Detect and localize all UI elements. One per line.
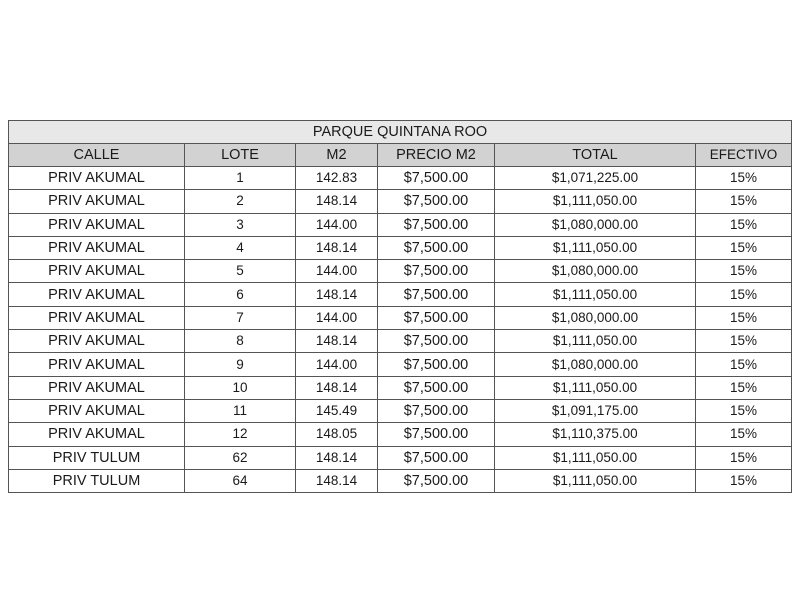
- cell-total: $1,111,050.00: [495, 283, 696, 306]
- table-body: [9, 167, 792, 493]
- cell-calle: PRIV AKUMAL: [9, 423, 185, 446]
- cell-efectivo: 15%: [696, 399, 792, 422]
- cell-lote: 5: [185, 260, 296, 283]
- cell-calle: PRIV AKUMAL: [9, 283, 185, 306]
- column-header-efectivo: EFECTIVO: [696, 144, 792, 167]
- cell-efectivo: 15%: [696, 469, 792, 492]
- cell-m2: 142.83: [296, 167, 378, 190]
- cell-m2: 144.00: [296, 306, 378, 329]
- cell-lote: 6: [185, 283, 296, 306]
- cell-total: $1,080,000.00: [495, 353, 696, 376]
- column-header-precio-m2: PRECIO M2: [378, 144, 495, 167]
- cell-lote: 3: [185, 213, 296, 236]
- cell-efectivo: 15%: [696, 353, 792, 376]
- cell-precio: $7,500.00: [378, 260, 495, 283]
- cell-lote: 2: [185, 190, 296, 213]
- table-row: [9, 167, 792, 190]
- cell-precio: $7,500.00: [378, 236, 495, 259]
- cell-efectivo: 15%: [696, 213, 792, 236]
- cell-calle: PRIV AKUMAL: [9, 213, 185, 236]
- table-header-row: [9, 144, 792, 167]
- cell-calle: PRIV AKUMAL: [9, 190, 185, 213]
- cell-m2: 144.00: [296, 213, 378, 236]
- cell-m2: 144.00: [296, 353, 378, 376]
- cell-total: $1,080,000.00: [495, 213, 696, 236]
- cell-lote: 11: [185, 399, 296, 422]
- cell-m2: 148.14: [296, 446, 378, 469]
- cell-m2: 145.49: [296, 399, 378, 422]
- cell-efectivo: 15%: [696, 423, 792, 446]
- cell-lote: 7: [185, 306, 296, 329]
- cell-efectivo: 15%: [696, 446, 792, 469]
- cell-lote: 62: [185, 446, 296, 469]
- lots-table: [8, 120, 792, 493]
- cell-precio: $7,500.00: [378, 446, 495, 469]
- cell-efectivo: 15%: [696, 283, 792, 306]
- table-row: [9, 283, 792, 306]
- cell-precio: $7,500.00: [378, 423, 495, 446]
- table-row: [9, 353, 792, 376]
- cell-m2: 148.14: [296, 236, 378, 259]
- table-title: PARQUE QUINTANA ROO: [9, 121, 792, 144]
- cell-total: $1,111,050.00: [495, 236, 696, 259]
- table-row: [9, 213, 792, 236]
- cell-calle: PRIV AKUMAL: [9, 236, 185, 259]
- column-header-total: TOTAL: [495, 144, 696, 167]
- cell-total: $1,111,050.00: [495, 190, 696, 213]
- cell-m2: 148.05: [296, 423, 378, 446]
- cell-precio: $7,500.00: [378, 353, 495, 376]
- cell-lote: 12: [185, 423, 296, 446]
- cell-calle: PRIV AKUMAL: [9, 306, 185, 329]
- cell-lote: 4: [185, 236, 296, 259]
- table-row: [9, 236, 792, 259]
- cell-precio: $7,500.00: [378, 330, 495, 353]
- cell-calle: PRIV AKUMAL: [9, 399, 185, 422]
- cell-total: $1,111,050.00: [495, 330, 696, 353]
- cell-m2: 148.14: [296, 330, 378, 353]
- cell-calle: PRIV AKUMAL: [9, 167, 185, 190]
- table-title-row: [9, 121, 792, 144]
- cell-precio: $7,500.00: [378, 167, 495, 190]
- column-header-lote: LOTE: [185, 144, 296, 167]
- cell-lote: 9: [185, 353, 296, 376]
- cell-efectivo: 15%: [696, 330, 792, 353]
- cell-total: $1,080,000.00: [495, 306, 696, 329]
- table-row: [9, 306, 792, 329]
- table-row: [9, 330, 792, 353]
- cell-lote: 8: [185, 330, 296, 353]
- cell-precio: $7,500.00: [378, 376, 495, 399]
- cell-m2: 148.14: [296, 469, 378, 492]
- cell-precio: $7,500.00: [378, 399, 495, 422]
- cell-total: $1,111,050.00: [495, 469, 696, 492]
- cell-m2: 148.14: [296, 283, 378, 306]
- cell-total: $1,080,000.00: [495, 260, 696, 283]
- cell-lote: 64: [185, 469, 296, 492]
- table-row: [9, 376, 792, 399]
- cell-calle: PRIV TULUM: [9, 469, 185, 492]
- cell-lote: 10: [185, 376, 296, 399]
- cell-calle: PRIV AKUMAL: [9, 353, 185, 376]
- cell-total: $1,091,175.00: [495, 399, 696, 422]
- cell-precio: $7,500.00: [378, 190, 495, 213]
- cell-efectivo: 15%: [696, 376, 792, 399]
- cell-efectivo: 15%: [696, 306, 792, 329]
- cell-calle: PRIV TULUM: [9, 446, 185, 469]
- cell-precio: $7,500.00: [378, 213, 495, 236]
- table-row: [9, 469, 792, 492]
- cell-m2: 144.00: [296, 260, 378, 283]
- cell-efectivo: 15%: [696, 190, 792, 213]
- cell-precio: $7,500.00: [378, 283, 495, 306]
- table-row: [9, 399, 792, 422]
- cell-efectivo: 15%: [696, 260, 792, 283]
- cell-precio: $7,500.00: [378, 469, 495, 492]
- cell-total: $1,071,225.00: [495, 167, 696, 190]
- cell-m2: 148.14: [296, 190, 378, 213]
- cell-lote: 1: [185, 167, 296, 190]
- cell-efectivo: 15%: [696, 167, 792, 190]
- cell-calle: PRIV AKUMAL: [9, 260, 185, 283]
- cell-total: $1,111,050.00: [495, 446, 696, 469]
- cell-m2: 148.14: [296, 376, 378, 399]
- column-header-m2: M2: [296, 144, 378, 167]
- cell-precio: $7,500.00: [378, 306, 495, 329]
- table-row: [9, 423, 792, 446]
- column-header-calle: CALLE: [9, 144, 185, 167]
- cell-total: $1,111,050.00: [495, 376, 696, 399]
- cell-efectivo: 15%: [696, 236, 792, 259]
- table-row: [9, 446, 792, 469]
- cell-calle: PRIV AKUMAL: [9, 330, 185, 353]
- cell-total: $1,110,375.00: [495, 423, 696, 446]
- table-row: [9, 260, 792, 283]
- table-row: [9, 190, 792, 213]
- cell-calle: PRIV AKUMAL: [9, 376, 185, 399]
